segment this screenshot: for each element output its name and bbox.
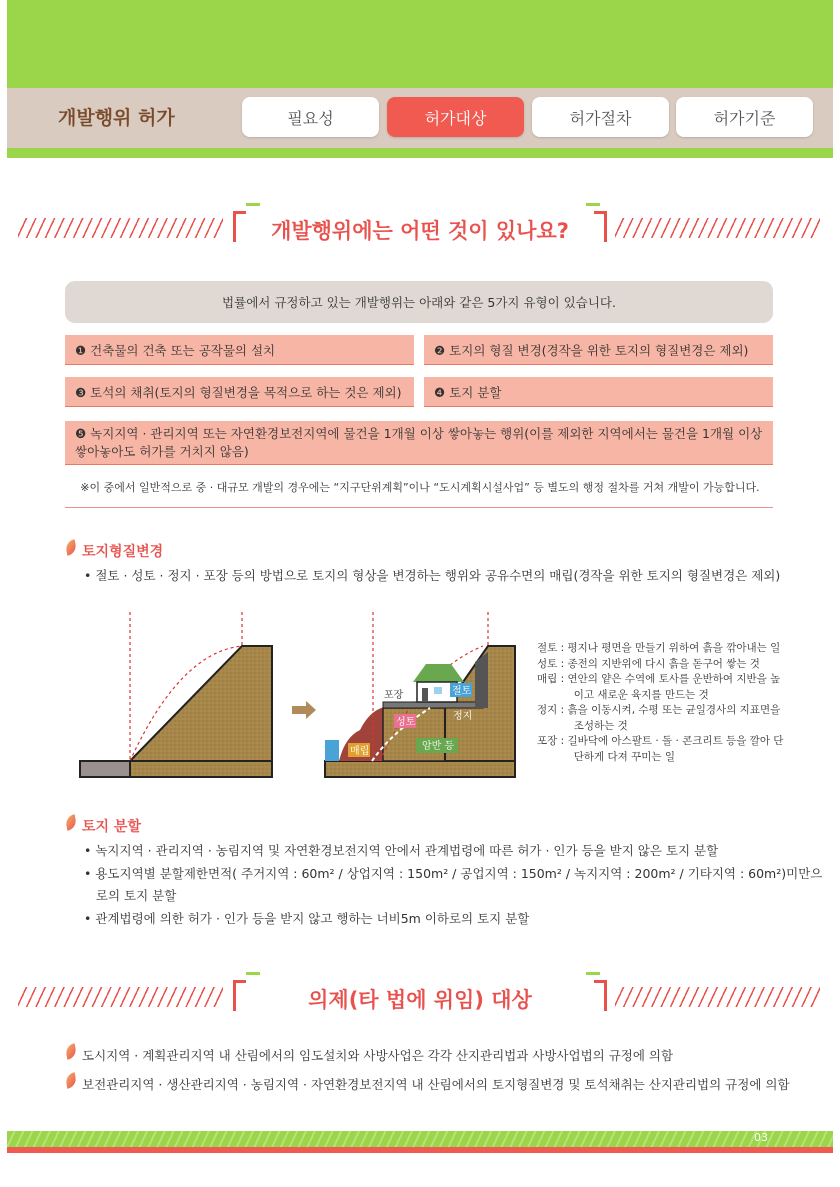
leaf-icon: [65, 1043, 77, 1060]
item-5: ❺ 녹지지역 · 관리지역 또는 자연환경보전지역에 물건을 1개월 이상 쌓아놓는 행위(이를 제외한 지역에서는 물건을 1개월 이상 쌓아놓아도 허가를 거치지 않음): [65, 421, 773, 465]
title-green-tick-left: [246, 203, 260, 206]
definition-level: 정지 : 흙을 이동시켜, 수평 또는 균일경사의 지표면을: [537, 704, 781, 716]
land-change-bullet: • 절토 · 성토 · 정지 · 포장 등의 방법으로 토지의 형상을 변경하는 행위와 공유수면의 매립(경작을 위한 토지의 형질변경은 제외): [84, 568, 781, 583]
land-split-bullet-2: • 용도지역별 분할제한면적( 주거지역 : 60m² / 상업지역 : 150m² / 공업지역 : 150m² / 녹지지역 : 200m² / 기타지역 : 60m²)미만으: [84, 866, 823, 881]
label-pave: 포장: [384, 690, 404, 701]
footnote: ※이 중에서 일반적으로 중 · 대규모 개발의 경우에는 “지구단위계획”이나 “도시계획시설사업” 등 별도의 행정 절차를 거쳐 개발이 가능합니다.: [80, 481, 760, 494]
definition-pave-cont: 단하게 다져 꾸미는 일: [537, 750, 676, 763]
label-bedrock: 암반 등: [422, 741, 455, 752]
before-diagram: [80, 612, 272, 777]
definition-list: [537, 641, 783, 765]
item-1: ❶ 건축물의 건축 또는 공작물의 설치: [65, 335, 414, 365]
tab-permit-criteria[interactable]: 허가기준: [676, 97, 813, 137]
definition-fill: 성토 : 종전의 지반위에 다시 흙을 돋구어 쌓는 것: [537, 657, 760, 670]
leaf-icon: [65, 1072, 77, 1089]
land-change-diagram: [70, 612, 530, 788]
footer-green-band: [7, 1131, 833, 1147]
nav-underline: [7, 148, 833, 158]
section-title: 개발행위에는 어떤 것이 있나요?: [271, 219, 569, 243]
intro-box: 법률에서 규정하고 있는 개발행위는 아래와 같은 5가지 유형이 있습니다.: [65, 281, 773, 323]
definition-level-cont: 조성하는 것: [537, 719, 628, 732]
leaf-icon: [65, 814, 77, 831]
page-title: 개발행위 허가: [58, 107, 175, 129]
land-split-bullet-2-cont: 로의 토지 분할: [84, 888, 177, 903]
title-green-tick-right: [586, 203, 600, 206]
page-number: 03: [754, 1131, 768, 1144]
header-green-band: [7, 0, 833, 88]
definition-cut: 절토 : 평지나 평면을 만들기 위하여 흙을 깎아내는 일: [537, 642, 781, 654]
title2-green-tick-left: [246, 972, 260, 975]
item-3: ❸ 토석의 채취(토지의 형질변경을 목적으로 하는 것은 제외): [65, 377, 414, 407]
heading-land-change: 토지형질변경: [82, 544, 164, 560]
section-title-wrap: [0, 213, 840, 273]
definition-reclaim-cont: 이고 새로운 육지를 만드는 것: [537, 688, 709, 701]
tab-necessity[interactable]: 필요성: [242, 97, 379, 137]
tab-permit-procedure[interactable]: 허가절차: [532, 97, 669, 137]
deemed-item-2: 보전관리지역 · 생산관리지역 · 농림지역 · 자연환경보전지역 내 산림에서의 토지형질변경 및 토석채취는 산지관리법의 규정에 의함: [82, 1077, 790, 1092]
arrow-icon: [292, 701, 316, 719]
section2-title-wrap: [0, 982, 840, 1042]
title2-green-tick-right: [586, 972, 600, 975]
footer-red-band: [7, 1147, 833, 1153]
label-cut: 절토: [452, 686, 472, 697]
heading-land-split: 토지 분할: [82, 819, 141, 835]
label-fill: 성토: [396, 717, 416, 728]
deemed-item-1: 도시지역 · 계획관리지역 내 산림에서의 임도설치와 사방사업은 각각 산지관리법과 사방사업법의 규정에 의함: [82, 1048, 674, 1063]
definition-pave: 포장 : 길바닥에 아스팔트 · 돌 · 콘크리트 등을 깔아 단: [537, 735, 784, 747]
section2-title: 의제(타 법에 위임) 대상: [308, 988, 532, 1012]
label-level: 정지: [453, 711, 473, 722]
item-2: ❷ 토지의 형질 변경(경작을 위한 토지의 형질변경은 제외): [424, 335, 773, 365]
item-4: ❹ 토지 분할: [424, 377, 773, 407]
definition-reclaim: 매립 : 연안의 얕은 수역에 토사를 운반하여 지반을 높: [537, 673, 781, 685]
divider: [65, 507, 773, 508]
label-reclaim: 매립: [350, 746, 370, 757]
tab-permit-target[interactable]: 허가대상: [387, 97, 524, 137]
land-split-bullet-3: • 관계법령에 의한 허가 · 인가 등을 받지 않고 행하는 너비5m 이하로의 토지 분할: [84, 911, 530, 926]
leaf-icon: [65, 539, 77, 556]
land-split-bullet-1: • 녹지지역 · 관리지역 · 농림지역 및 자연환경보전지역 안에서 관계법령에 따른 허가 · 인가 등을 받지 않은 토지 분할: [84, 843, 719, 858]
